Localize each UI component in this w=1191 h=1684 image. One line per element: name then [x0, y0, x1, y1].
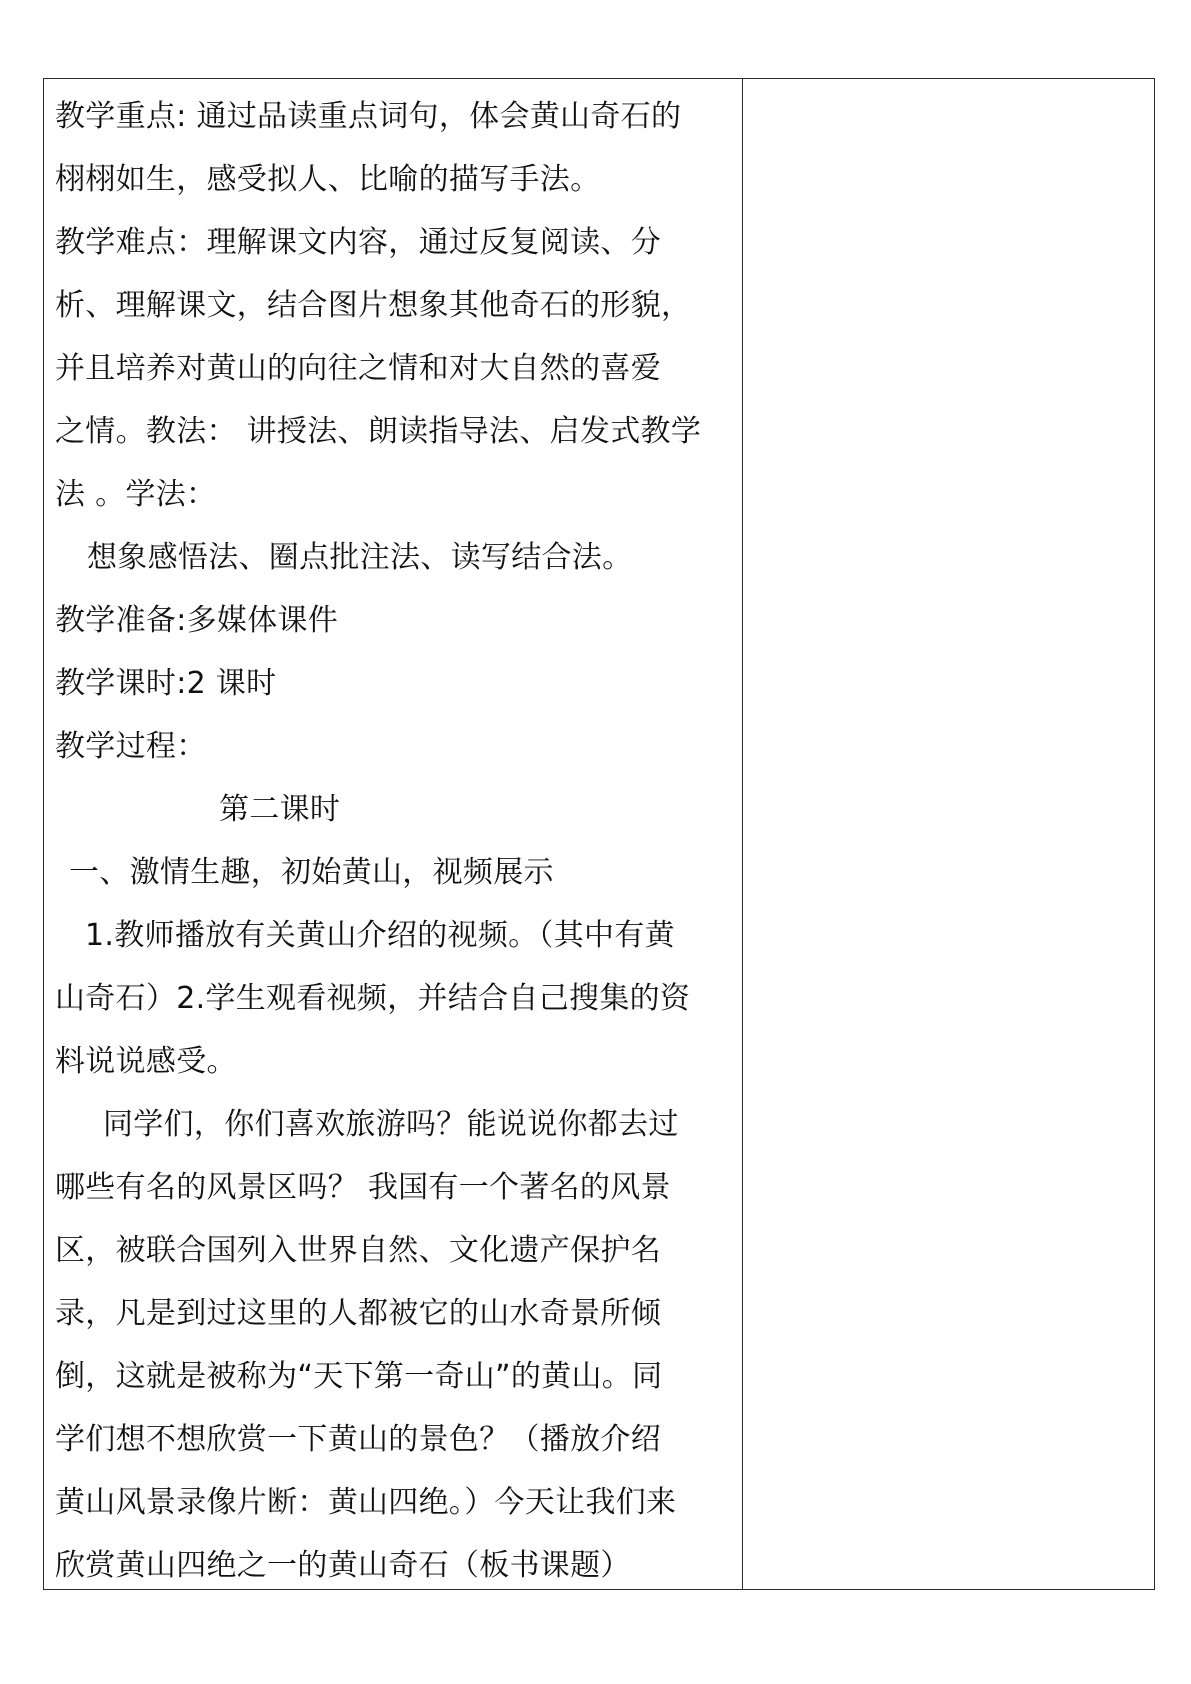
text-line: 教学重点: 通过品读重点词句，体会黄山奇石的: [55, 99, 682, 134]
text-line: 同学们，你们喜欢旅游吗？能说说你都去过: [103, 1107, 679, 1142]
text-line: 学们想不想欣赏一下黄山的景色？（播放介绍: [55, 1422, 661, 1457]
text-line: 想象感悟法、圈点批注法、读写结合法。: [87, 540, 633, 575]
text-line: 区，被联合国列入世界自然、文化遗产保护名: [55, 1233, 661, 1268]
text-line: 黄山风景录像片断：黄山四绝。）今天让我们来: [55, 1485, 677, 1520]
text-line: 山奇石）2.学生观看视频，并结合自己搜集的资: [55, 981, 691, 1016]
text-line: 第二课时: [219, 792, 341, 827]
text-line: 教学难点：理解课文内容，通过反复阅读、分: [55, 225, 661, 260]
text-line: 教学课时:2 课时: [55, 666, 277, 701]
text-line: 倒，这就是被称为“天下第一奇山”的黄山。同: [55, 1359, 663, 1394]
notes-cell: [743, 79, 1154, 1589]
lesson-plan-table: [43, 78, 1155, 1590]
text-line: 料说说感受。: [55, 1044, 237, 1079]
text-line: 欣赏黄山四绝之一的黄山奇石（板书课题）: [55, 1548, 631, 1583]
text-line: 并且培养对黄山的向往之情和对大自然的喜爱: [55, 351, 661, 386]
text-line: 之情。教法： 讲授法、朗读指导法、启发式教学: [55, 414, 702, 449]
text-line: 法 。学法：: [55, 477, 217, 512]
text-line: 栩栩如生，感受拟人、比喻的描写手法。: [55, 162, 601, 197]
text-line: 教学准备:多媒体课件: [55, 603, 339, 638]
text-line: 1.教师播放有关黄山介绍的视频。（其中有黄: [85, 918, 675, 953]
text-line: 哪些有名的风景区吗？ 我国有一个著名的风景: [55, 1170, 671, 1205]
text-line: 一、激情生趣，初始黄山，视频展示: [69, 855, 554, 890]
text-line: 教学过程：: [55, 729, 207, 764]
text-line: 析、理解课文，结合图片想象其他奇石的形貌，: [55, 288, 692, 323]
text-line: 录，凡是到过这里的人都被它的山水奇景所倾: [55, 1296, 661, 1331]
lesson-content-cell: [44, 79, 743, 1589]
